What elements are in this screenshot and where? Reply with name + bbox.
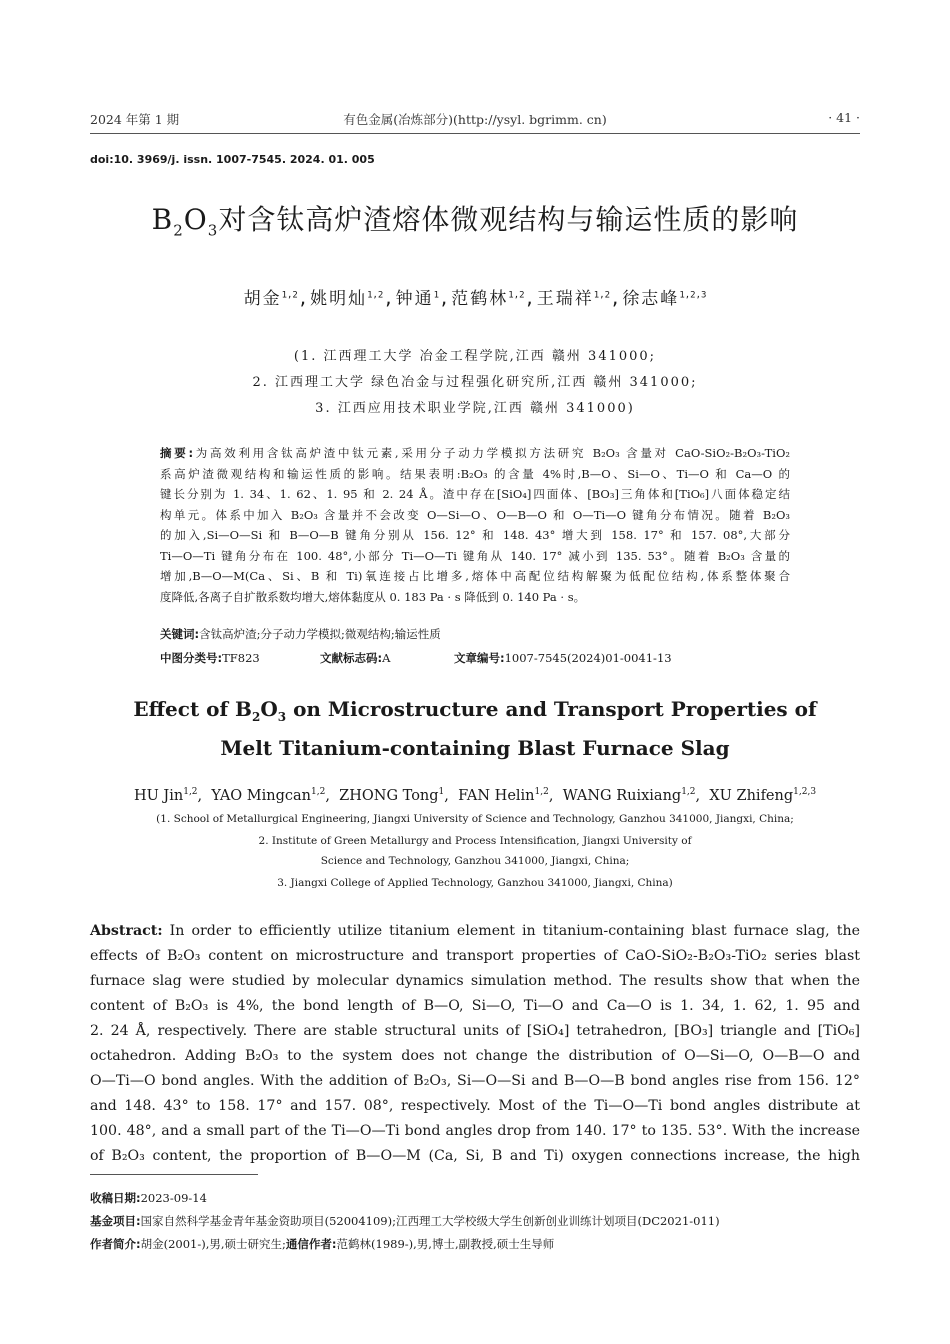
authors-en: HU Jin$^{1,2}$, YAO Mingcan$^{1,2}$, ZHONG Tong$^1$, FAN Helin$^{1,2}$, WANG Ruixiang$^{1,2}$, XU Zhifeng$^{1,2,3}$ [133, 787, 817, 804]
affiliation-en-2-cont: Science and Technology, Ganzhou 341000, Jiangxi, China; [320, 855, 630, 867]
author-cn: 徐志峰 [622, 289, 680, 309]
footnote-rule [90, 1174, 258, 1175]
doi[interactable]: doi:10. 3969/j. issn. 1007-7545. 2024. 01. 005 [90, 153, 375, 166]
clc-number: 中图分类号:TF823 [160, 651, 260, 665]
abstract-en-label: Abstract: [90, 923, 163, 939]
author-cn: 钟通 [395, 289, 434, 309]
author-bio: 作者简介:胡金(2001-),男,硕士研究生;通信作者:范鹤林(1989-),男,博士,副教授,硕士生导师 [90, 1237, 555, 1251]
received-date: 收稿日期:2023-09-14 [90, 1191, 207, 1205]
keywords-cn: 关键词:含钛高炉渣;分子动力学模拟;微观结构;输运性质 [160, 627, 441, 641]
funding: 基金项目:国家自然科学基金青年基金资助项目(52004109);江西理工大学校级大学生创新创业训练计划项目(DC2021-011) [90, 1214, 720, 1228]
author-cn: 姚明灿 [310, 289, 368, 309]
authors-cn: 胡金$^{1,2}$,姚明灿$^{1,2}$,钟通$^1$,范鹤林$^{1,2}$,王瑞祥$^{1,2}$,徐志峰$^{1,2,3}$ [243, 289, 707, 309]
affiliation-cn-2: 2. 江西理工大学 绿色冶金与过程强化研究所,江西 赣州 341000; [252, 375, 698, 390]
affiliation-cn-1: (1. 江西理工大学 冶金工程学院,江西 赣州 341000; [293, 349, 657, 364]
title-cn: $B_2O_3$对含钛高炉渣熔体微观结构与输运性质的影响 [151, 203, 799, 240]
abstract-cn: 摘要:为高效利用含钛高炉渣中钛元素,采用分子动力学模拟方法研究 B₂O₃ 含量对 CaO-SiO₂-B₂O₃-TiO₂ 系高炉渣微观结构和输运性质的影响。结果表明:B₂O₃ 的含量 4%时,B—O、Si—O、Ti—O 和 Ca—O 的 键长分别为 1. 34、1. 62、1. 95 和 2. 24 Å。渣中存在[SiO₄]四面体、[BO₃]三角体和[TiO₆]八面体稳定结 构单元。体系中加入 B₂O₃ 含量并不会改变 O—Si—O、O—B—O 和 O—Ti—O 键角分布情况。随着 B₂O₃ 的加入,Si—O—Si 和 B—O—B 键角分别从 156. 12° 和 148. 43° 增大到 158. 17° 和 157. 08°,大部分 Ti—O—Ti 键角分布在 100. 48°,小部分 Ti—O—Ti 键角从 140. 17° 减小到 135. 53°。随着 B₂O₃ 含量的 增加,B—O—M(Ca、Si、B 和 Ti)氧连接占比增多,熔体中高配位结构解聚为低配位结构,体系整体聚合 度降低,各离子自扩散系数均增大,熔体黏度从 0. 183 Pa · s 降低到 0. 140 Pa · s。 [160, 446, 790, 604]
article-number: 文章编号:1007-7545(2024)01-0041-13 [454, 651, 672, 665]
author-cn: 胡金 [243, 289, 282, 309]
affiliation-en-1: (1. School of Metallurgical Engineering, Jiangxi University of Science and Technology, Ganzhou 341000, Jiangxi, China; [156, 813, 794, 825]
title-en: Effect of $B_2O_3$ on Microstructure and Transport Properties of Melt Titanium-containing Blast Furnace Slag [133, 697, 817, 760]
affiliation-en-2: 2. Institute of Green Metallurgy and Process Intensification, Jiangxi University of [258, 835, 692, 847]
abstract-en: Abstract: In order to efficiently utilize titanium element in titanium-containing blast furnace slag, the effects of B₂O₃ content on microstructure and transport properties of CaO-SiO₂-B₂O₃-TiO₂ series blast furnace slag were studied by molecular dynamics simulation method. The results show that when the content of B₂O₃ is 4%, the bond length of B—O, Si—O, Ti—O and Ca—O is 1. 34, 1. 62, 1. 95 and 2. 24 Å, respectively. There are stable structural units of [SiO₄] tetrahedron, [BO₃] triangle and [TiO₆] octahedron. Adding B₂O₃ to the system does not change the distribution of O—Si—O, O—B—O and O—Ti—O bond angles. With the addition of B₂O₃, Si—O—Si and B—O—B bond angles rise from 156. 12° and 148. 43° to 158. 17° and 157. 08°, respectively. Most of the Ti—O—Ti bond angles distribute at 100. 48°, and a small part of the Ti—O—Ti bond angles drop from 140. 17° to 135. 53°. With the increase of B₂O₃ content, the proportion of B—O—M (Ca, Si, B and Ti) oxygen connections increase, the high [90, 923, 860, 1164]
running-header-journal: 有色金属(冶炼部分)(http://ysyl. bgrimm. cn) [343, 112, 607, 127]
affiliation-en-3: 3. Jiangxi College of Applied Technology, Ganzhou 341000, Jiangxi, China) [277, 877, 673, 889]
running-header-page-number: · 41 · [828, 110, 860, 125]
author-cn: 王瑞祥 [536, 289, 594, 309]
document-code: 文献标志码:A [320, 651, 391, 665]
author-cn: 范鹤林 [451, 289, 509, 309]
affiliation-cn-3: 3. 江西应用技术职业学院,江西 赣州 341000) [315, 401, 635, 416]
header-rule [90, 133, 860, 134]
running-header-issue: 2024 年第 1 期 [90, 112, 180, 127]
abstract-cn-label: 摘要: [160, 446, 194, 460]
